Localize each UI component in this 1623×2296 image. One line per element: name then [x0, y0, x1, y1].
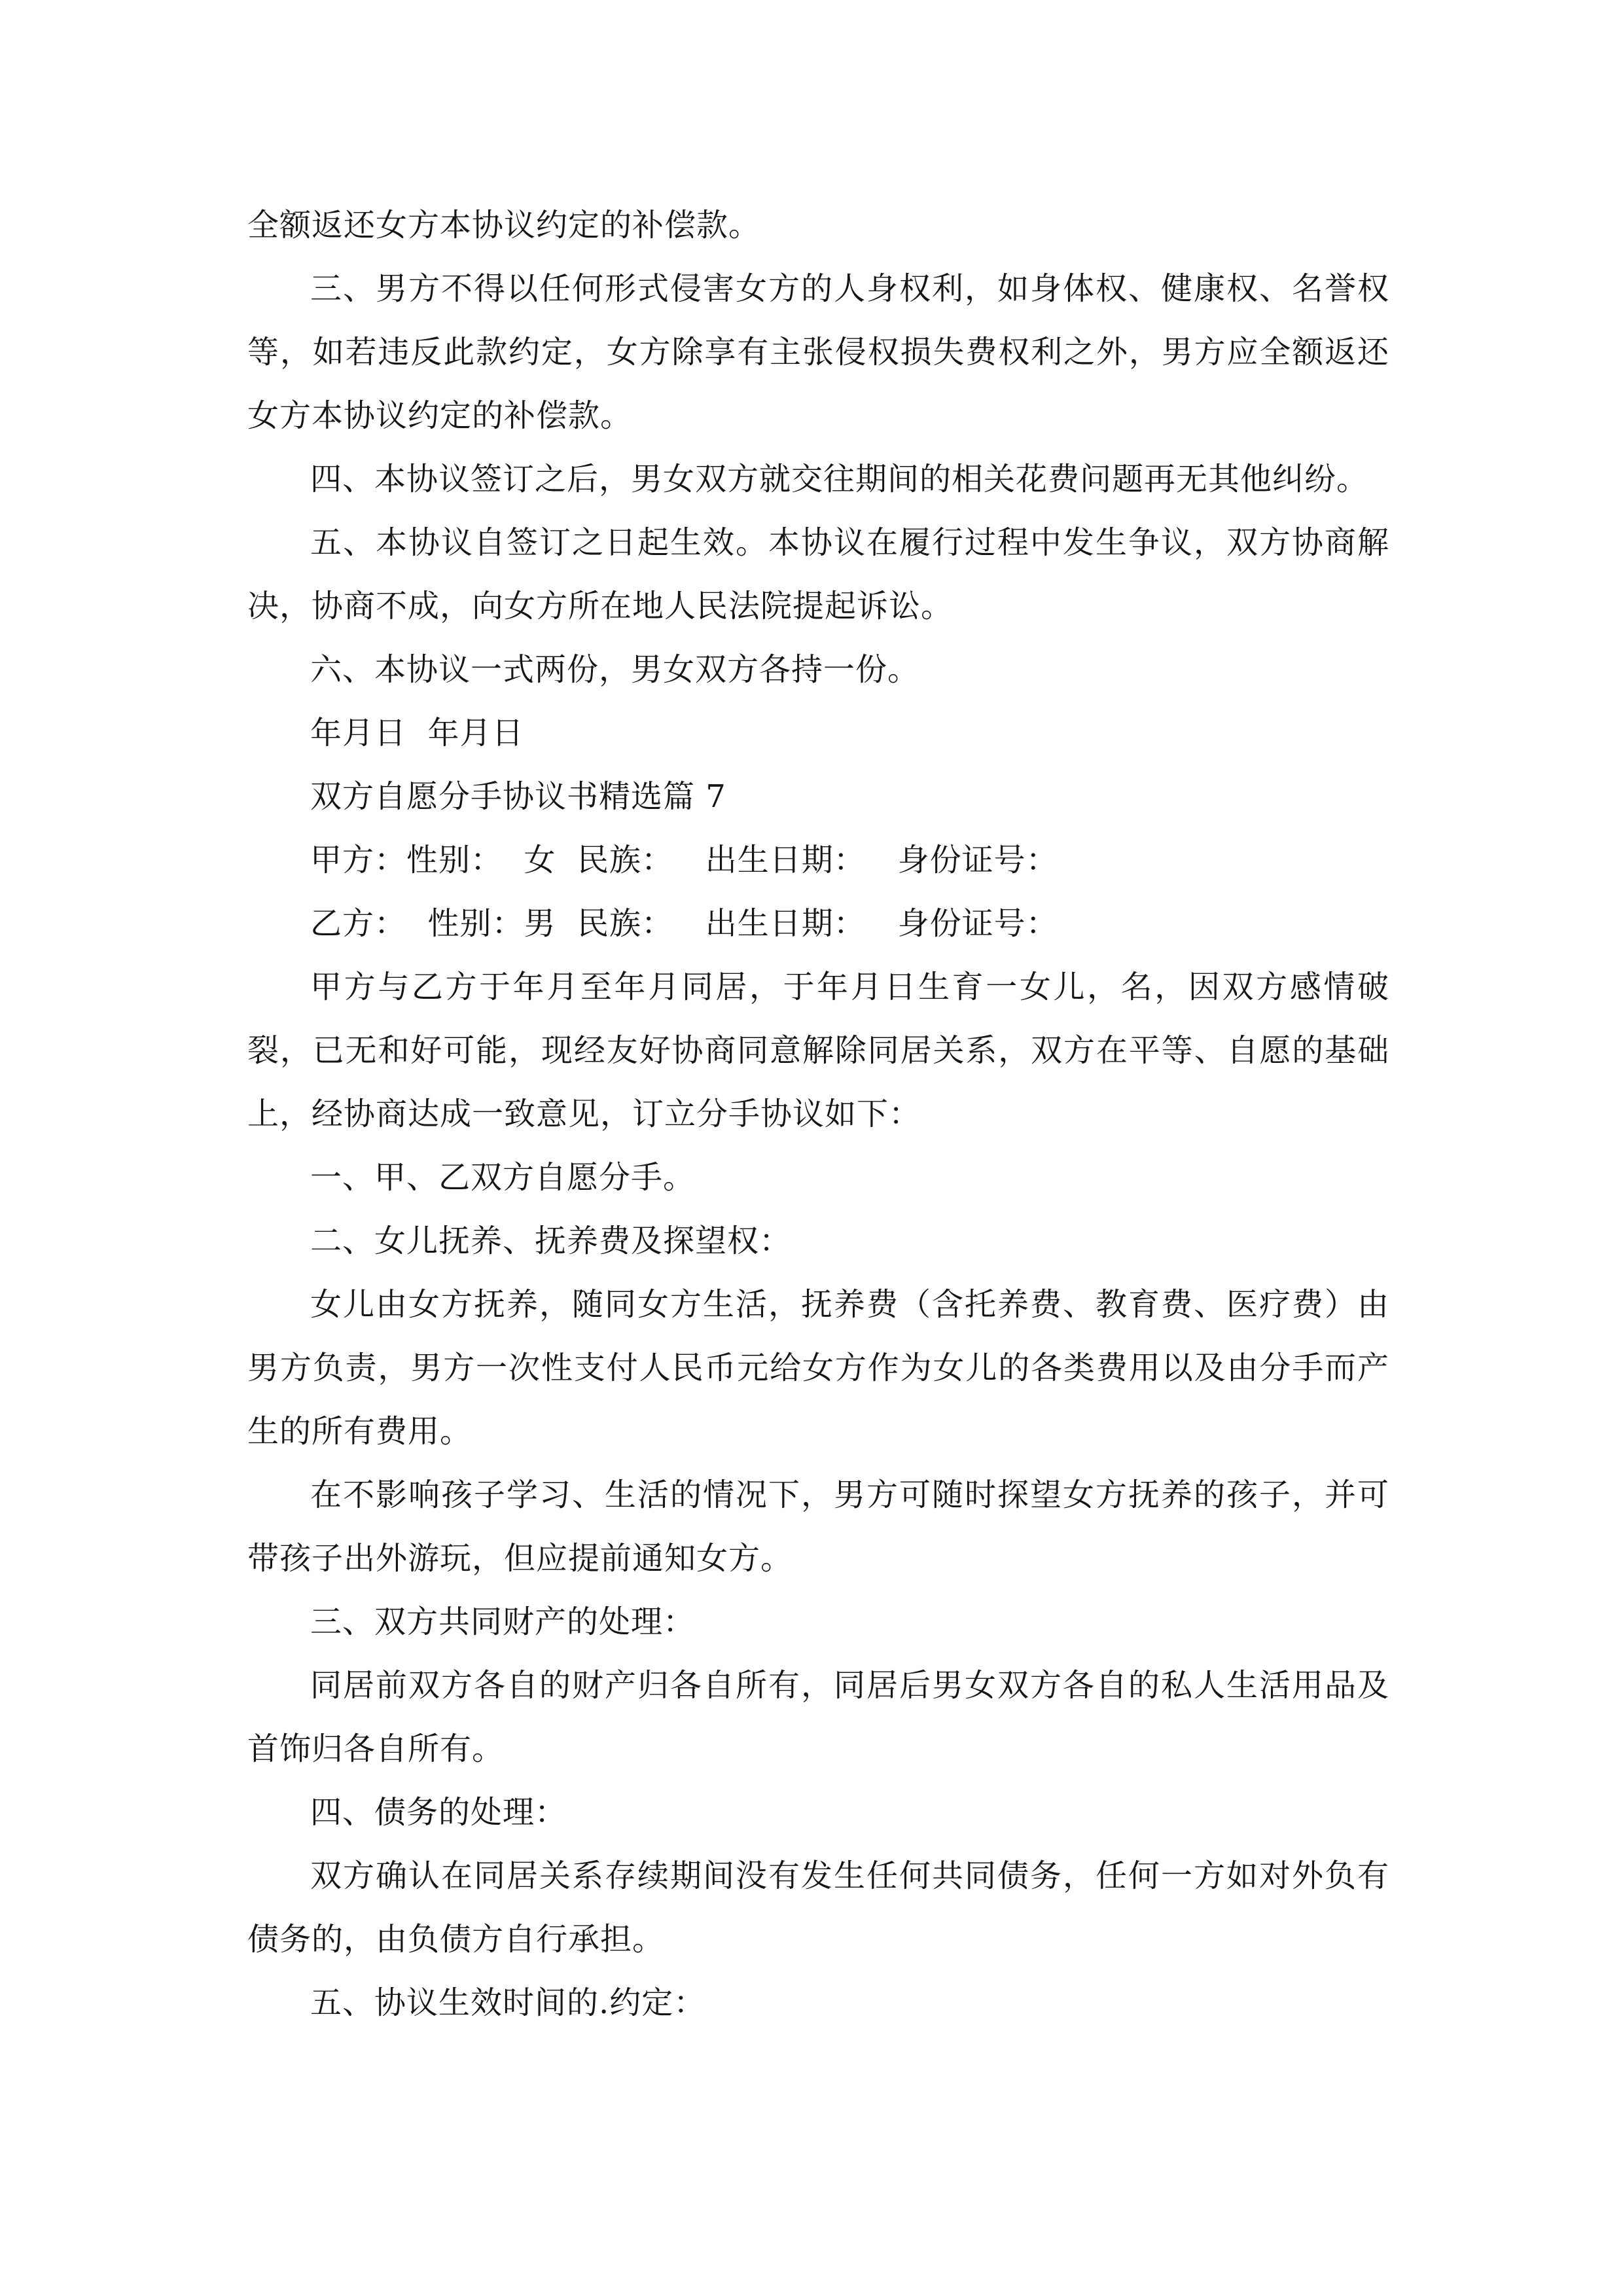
paragraph-visitation: 在不影响孩子学习、生活的情况下，男方可随时探望女方抚养的孩子，并可带孩子出外游玩，但应提前通知女方。	[247, 1477, 1389, 1577]
clause-1-breakup: 一、甲、乙双方自愿分手。	[310, 1159, 696, 1196]
paragraph-clause-6-copies: 六、本协议一式两份，男女双方各持一份。	[310, 651, 920, 688]
paragraph-preamble: 甲方与乙方于年月至年月同居，于年月日生育一女儿，名，因双方感情破裂，已无和好可能，现经友好协商同意解除同居关系，双方在平等、自愿的基础上，经协商达成一致意见，订立分手协议如下：	[247, 969, 1389, 1132]
paragraph-property: 同居前双方各自的财产归各自所有，同居后男女双方各自的私人生活用品及首饰归各自所有。	[247, 1667, 1389, 1767]
clause-5-heading: 五、协议生效时间的.约定：	[310, 1984, 706, 2021]
paragraph-debts: 双方确认在同居关系存续期间没有发生任何共同债务，任何一方如对外负有债务的，由负债方自行承担。	[247, 1857, 1389, 1958]
paragraph-custody: 女儿由女方抚养，随同女方生活，抚养费（含托养费、教育费、医疗费）由男方负责，男方一次性支付人民币元给女方作为女儿的各类费用以及由分手而产生的所有费用。	[247, 1286, 1389, 1450]
clause-4-heading: 四、债务的处理：	[310, 1794, 567, 1831]
clause-3-heading: 三、双方共同财产的处理：	[310, 1604, 696, 1640]
section-heading-7: 双方自愿分手协议书精选篇 7	[310, 778, 726, 815]
paragraph-clause-5-effective: 五、本协议自签订之日起生效。本协议在履行过程中发生争议，双方协商解决，协商不成，向女方所在地人民法院提起诉讼。	[247, 524, 1389, 624]
paragraph-clause-4-no-disputes: 四、本协议签订之后，男女双方就交往期间的相关花费问题再无其他纠纷。	[310, 461, 1369, 497]
paragraph-clause-3-personal-rights: 三、男方不得以任何形式侵害女方的人身权利，如身体权、健康权、名誉权等，如若违反此款约定，女方除享有主张侵权损失费权利之外，男方应全额返还女方本协议约定的补偿款。	[247, 270, 1389, 434]
party-a-info: 甲方：性别： 女 民族： 出生日期： 身份证号：	[310, 842, 1058, 878]
signature-dates: 年月日 年月日	[310, 715, 524, 751]
party-b-info: 乙方： 性别：男 民族： 出生日期： 身份证号：	[310, 905, 1058, 942]
document-body	[247, 194, 1389, 2035]
paragraph-refund-clause-end: 全额返还女方本协议约定的补偿款。	[247, 207, 761, 243]
clause-2-heading: 二、女儿抚养、抚养费及探望权：	[310, 1223, 792, 1259]
